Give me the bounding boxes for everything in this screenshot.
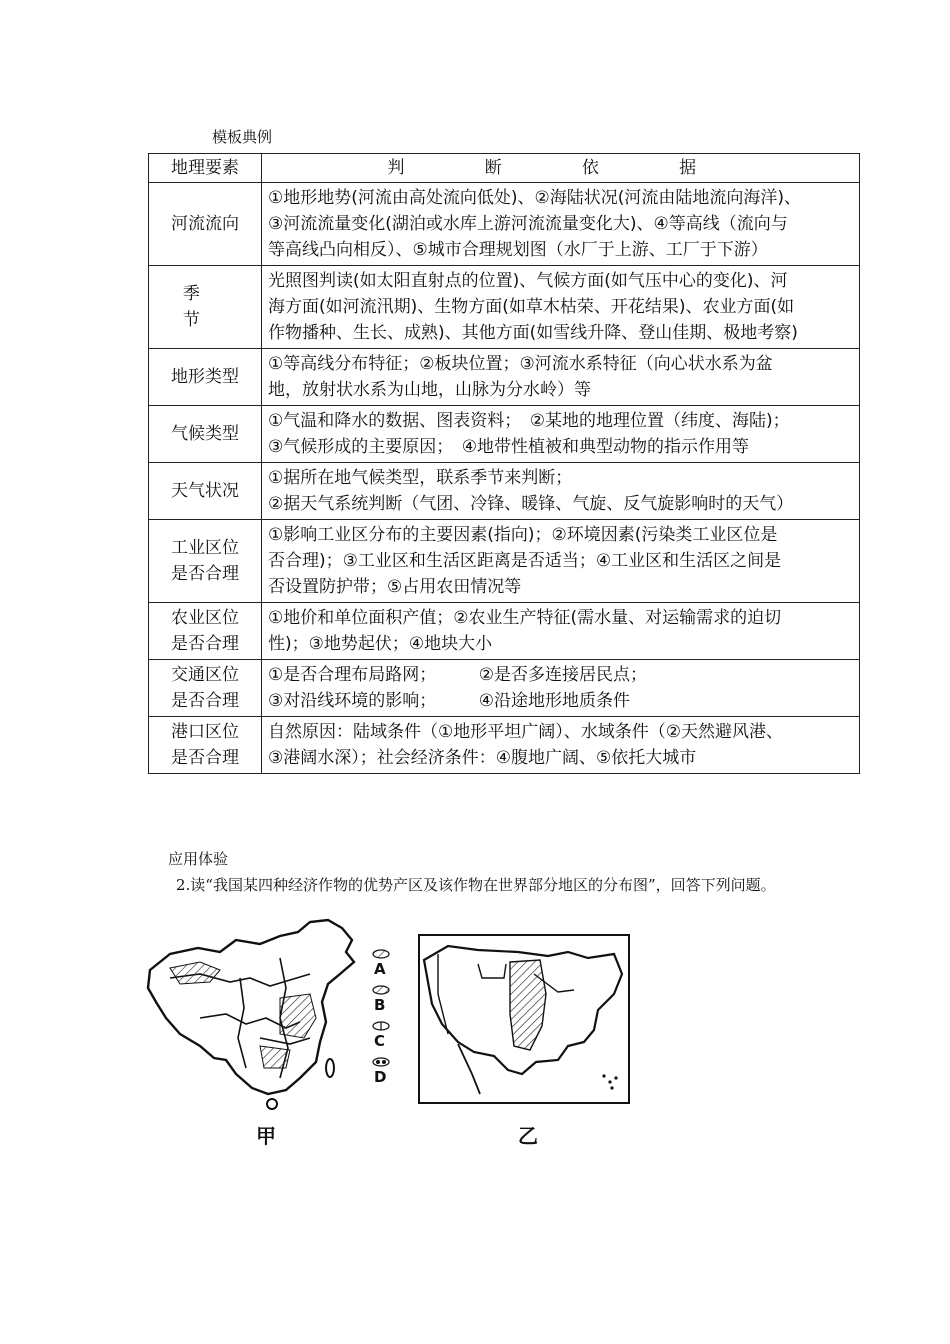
row-key-text: 天气状况 [171,481,239,501]
row-key-text: 气候类型 [171,424,239,444]
row-value [262,520,860,603]
map-yi-label: 乙 [518,1124,538,1148]
table-row [149,349,860,406]
row-value [262,349,860,406]
row-key-text: 地形类型 [171,367,239,387]
row-value-line: 否设置防护带；⑤占用农田情况等 [268,577,522,597]
island-taiwan [326,1059,334,1077]
china-outline [148,920,354,1094]
row-key [149,520,262,603]
legend-a: A [374,960,386,978]
table-row [149,183,860,266]
row-value-line: ②据天气系统判断（气团、冷锋、暖锋、气旋、反气旋影响时的天气） [268,494,794,514]
row-value [262,603,860,660]
row-value-line: 否合理)；③工业区和生活区距离是否适当；④工业区和生活区之间是 [268,551,782,571]
row-key-text: 河流流向 [171,214,239,234]
row-key [149,463,262,520]
caption: 模板典例 [212,128,273,146]
row-value-line: 地，放射状水系为山地，山脉为分水岭）等 [268,380,591,400]
row-value [262,266,860,349]
row-value-line: ①是否合理布局路网； ②是否多连接居民点； [268,665,647,685]
row-key-text: 季 节 [182,284,228,330]
map-yi [418,934,630,1104]
table-row [149,520,860,603]
row-key-line: 农业区位 [171,608,239,628]
row-value-line: 光照图判读(如太阳直射点的位置)、气候方面(如气压中心的变化)、河 [268,271,788,291]
row-value-line: ③河流流量变化(湖泊或水库上游河流流量变化大)、④等高线（流向与 [268,214,788,234]
row-value-line: ③气候形成的主要原因； ④地带性植被和典型动物的指示作用等 [268,437,749,457]
row-value-line: ①等高线分布特征；②板块位置；③河流水系特征（向心状水系为盆 [268,354,773,374]
row-key-line: 是否合理 [171,748,239,768]
row-value [262,183,860,266]
row-value-line: 性)；③地势起伏；④地块大小 [268,634,493,654]
question-text: 2.读“我国某四种经济作物的优势产区及该作物在世界部分地区的分布图”，回答下列问题。 [176,876,776,894]
row-value-line: 等高线凸向相反）、⑤城市合理规划图（水厂于上游、工厂于下游） [268,240,768,260]
map-jia [140,918,380,1118]
row-key [149,717,262,774]
table-row [149,463,860,520]
row-value-line: ①地价和单位面积产值；②农业生产特征(需水量、对运输需求的迫切 [268,608,782,628]
judgment-table [148,153,860,774]
legend-d: D [374,1068,387,1086]
row-value-line: 作物播种、生长、成熟)、其他方面(如雪线升降、登山佳期、极地考察) [268,323,798,343]
row-key-line: 交通区位 [171,665,239,685]
row-key-line: 是否合理 [171,634,239,654]
row-value [262,660,860,717]
island-hainan [267,1099,277,1109]
row-value [262,406,860,463]
row-key-line: 是否合理 [171,564,239,584]
row-key [149,266,262,349]
row-value-line: ③港阔水深）；社会经济条件：④腹地广阔、⑤依托大城市 [268,748,697,768]
row-key-line: 工业区位 [171,538,239,558]
legend-c: C [374,1032,386,1050]
header-value: 判 断 依 据 [262,154,860,183]
table-header-row [149,154,860,183]
row-value-line: 海方面(如河流汛期)、生物方面(如草木枯荣、开花结果)、农业方面(如 [268,297,795,317]
legend-b: B [374,996,386,1014]
table-row [149,717,860,774]
row-value [262,717,860,774]
table-row [149,603,860,660]
header-key: 地理要素 [149,154,262,183]
row-value-line: ①气温和降水的数据、图表资料； ②某地的地理位置（纬度、海陆)； [268,411,790,431]
row-key [149,406,262,463]
map-jia-label: 甲 [256,1124,276,1148]
row-value-line: ①地形地势(河流由高处流向低处)、②海陆状况(河流由陆地流向海洋)、 [268,188,802,208]
row-value-line: ①影响工业区分布的主要因素(指向)；②环境因素(污染类工业区位是 [268,525,778,545]
section-title: 应用体验 [168,850,229,868]
row-value-line: ①据所在地气候类型，联系季节来判断； [268,468,573,488]
row-value-line: ③对沿线环境的影响； ④沿途地形地质条件 [268,691,630,711]
row-key [149,349,262,406]
row-key [149,183,262,266]
table-row [149,266,860,349]
table-row [149,406,860,463]
row-value [262,463,860,520]
row-value-line: 自然原因：陆域条件（①地形平坦广阔）、水域条件（②天然避风港、 [268,722,783,742]
table-row [149,660,860,717]
row-key-line: 港口区位 [171,722,239,742]
region-hatch-south [260,1046,290,1068]
row-key-line: 是否合理 [171,691,239,711]
row-key [149,603,262,660]
row-key [149,660,262,717]
